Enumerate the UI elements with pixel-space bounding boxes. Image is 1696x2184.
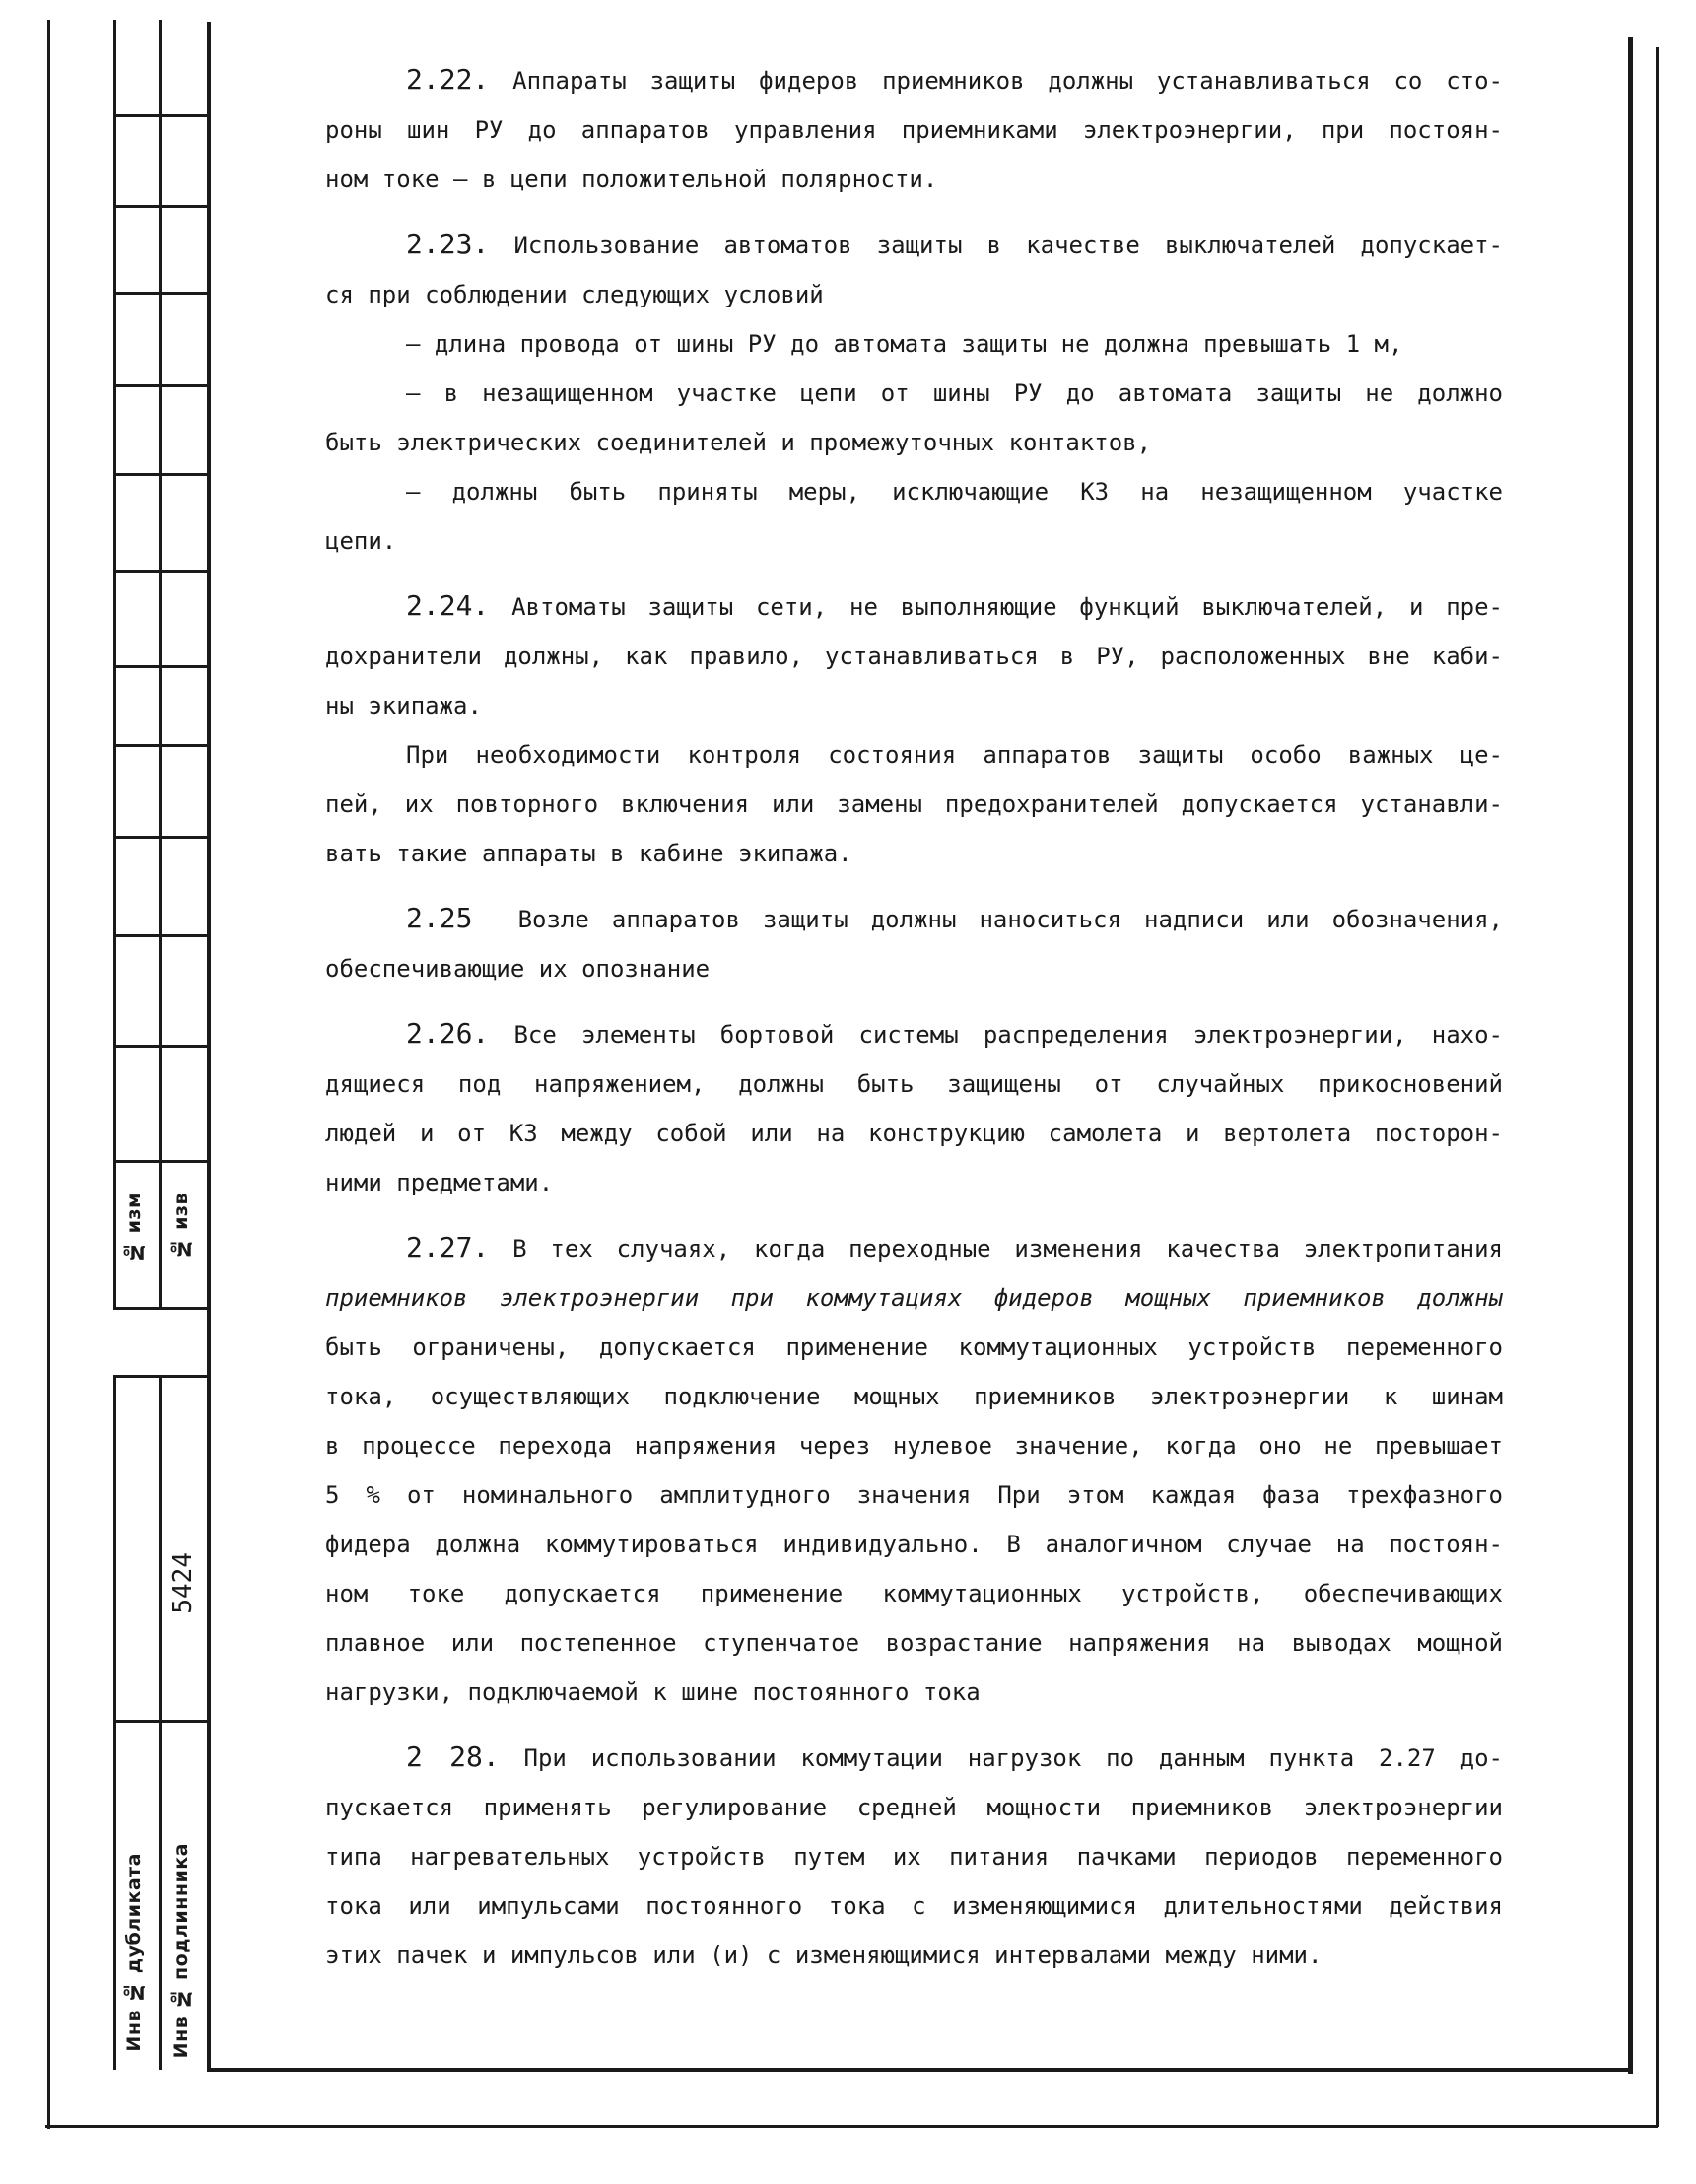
frame-left-inner-line — [207, 22, 211, 2070]
text-line: пей, их повторного включения или замены предохранителей допускается устанавли- — [325, 790, 1503, 818]
paragraph-2-26 — [325, 1009, 1503, 1207]
text-line-content: При использовании коммутации нагрузок по данным пункта 2.27 до- — [523, 1744, 1503, 1772]
text-line: ся при соблюдении следующих условий — [325, 281, 824, 308]
stamp-row-line — [113, 114, 207, 117]
frame-bottom-inner-line — [207, 2068, 1633, 2072]
paragraph-2-27 — [325, 1223, 1503, 1717]
text-line: тока, осуществляющих подключение мощных приемников электроэнергии к шинам — [325, 1383, 1503, 1410]
text-line: фидера должна коммутироваться индивидуально. В аналогичном случае на постоян- — [325, 1531, 1503, 1558]
text-line — [325, 55, 1503, 105]
text-line: цепи. — [325, 527, 397, 555]
margin-stamp-table — [113, 20, 207, 2072]
paragraph-number: 2.24. — [406, 589, 490, 622]
text-line: ны экипажа. — [325, 692, 482, 719]
stamp-row-line — [113, 292, 207, 295]
text-line: ними предметами. — [325, 1169, 554, 1196]
paragraph-number: 2.26. — [406, 1017, 490, 1050]
text-line-content: В тех случаях, когда переходные изменения качества электропитания — [512, 1235, 1504, 1263]
text-line — [325, 1223, 1503, 1273]
paragraph-2-23-item-c — [325, 467, 1503, 566]
text-line: плавное или постепенное ступенчатое возрастание напряжения на выводах мощной — [325, 1629, 1503, 1657]
text-line-content: Возле аппаратов защиты должны наноситься надписи или обозначения, — [517, 906, 1504, 933]
stamp-row-line — [113, 205, 207, 208]
text-line-content: Аппараты защиты фидеров приемников должны устанавливаться со сто- — [512, 67, 1504, 95]
paragraph-2-22 — [325, 55, 1503, 204]
paragraph-number: 2.27. — [406, 1231, 490, 1263]
frame-left-outer-line — [47, 20, 50, 2129]
stamp-row-line — [113, 570, 207, 573]
stamp-duplicate-label: Инв № дубликата — [123, 1853, 145, 2052]
paragraph-number: 2.23. — [406, 228, 490, 260]
stamp-row-line — [113, 836, 207, 839]
text-line: ном токе допускается применение коммутационных устройств, обеспечивающих — [325, 1580, 1503, 1607]
paragraph-2-23-item-b — [325, 369, 1503, 467]
stamp-row-line — [113, 744, 207, 747]
stamp-row-line — [113, 1160, 207, 1163]
paragraph-2-24-continued — [325, 730, 1503, 878]
stamp-column-line — [113, 20, 116, 1309]
text-line — [325, 581, 1503, 632]
text-line — [325, 220, 1503, 270]
text-line-content: Автоматы защиты сети, не выполняющие функций выключателей, и пре- — [511, 593, 1504, 621]
text-line: ном токе – в цепи положительной полярности. — [325, 166, 938, 193]
text-line — [325, 1733, 1503, 1783]
text-line: этих пачек и импульсов или (и) с изменяющимися интервалами между ними. — [325, 1942, 1323, 1969]
text-line: вать такие аппараты в кабине экипажа. — [325, 840, 852, 867]
text-line: людей и от КЗ между собой или на конструкцию самолета и вертолета посторон- — [325, 1120, 1503, 1147]
text-line: роны шин РУ до аппаратов управления приемниками электроэнергии, при постоян- — [325, 116, 1503, 144]
text-line — [325, 894, 1503, 944]
paragraph-2-25 — [325, 894, 1503, 993]
text-line: тока или импульсами постоянного тока с изменяющимися длительностями действия — [325, 1892, 1503, 1920]
text-line: 5 % от номинального амплитудного значения При этом каждая фаза трехфазного — [325, 1481, 1503, 1509]
paragraph-2-23-item-a — [325, 319, 1503, 369]
document-body — [325, 55, 1503, 1980]
paragraph-number: 2.25 — [406, 902, 473, 934]
text-line: приемников электроэнергии при коммутациях фидеров мощных приемников должны — [325, 1284, 1503, 1312]
stamp-izv-label: № изв — [170, 1193, 192, 1260]
stamp-row-line — [113, 1720, 207, 1723]
frame-bottom-outer-line — [45, 2125, 1658, 2128]
text-line-content: Использование автоматов защиты в качестве выключателей допускает- — [513, 232, 1503, 259]
text-line: При необходимости контроля состояния аппаратов защиты особо важных це- — [406, 741, 1503, 769]
text-line: быть ограничены, допускается применение коммутационных устройств переменного — [325, 1333, 1503, 1361]
frame-right-outer-line — [1656, 47, 1659, 2127]
stamp-row-line — [113, 665, 207, 668]
stamp-izm-label: № изм — [123, 1193, 145, 1263]
text-line — [325, 1009, 1503, 1059]
stamp-row-line — [113, 1307, 207, 1310]
stamp-row-line — [113, 384, 207, 387]
text-line: – длина провода от шины РУ до автомата защиты не должна превышать 1 м, — [406, 330, 1403, 358]
text-line: пускается применять регулирование средней мощности приемников электроэнергии — [325, 1794, 1503, 1821]
paragraph-number: 2 28. — [406, 1740, 500, 1773]
text-line: типа нагревательных устройств путем их питания пачками периодов переменного — [325, 1843, 1503, 1871]
stamp-column-line — [159, 20, 162, 1309]
text-line: дящиеся под напряжением, должны быть защищены от случайных прикосновений — [325, 1070, 1503, 1098]
text-line-content: Все элементы бортовой системы распределения электроэнергии, нахо- — [513, 1021, 1503, 1049]
text-line: дохранители должны, как правило, устанавливаться в РУ, расположенных вне каби- — [325, 643, 1503, 670]
stamp-original-label: Инв № подлинника — [170, 1843, 192, 2059]
stamp-row-line — [113, 934, 207, 937]
paragraph-2-28 — [325, 1733, 1503, 1980]
paragraph-number: 2.22. — [406, 63, 490, 96]
stamp-original-number: 5424 — [169, 1552, 198, 1614]
frame-right-inner-line — [1628, 37, 1633, 2074]
text-line: быть электрических соединителей и промежуточных контактов, — [325, 429, 1152, 456]
text-line: обеспечивающие их опознание — [325, 955, 711, 983]
stamp-row-line — [113, 1375, 207, 1378]
stamp-row-line — [113, 1045, 207, 1048]
text-line: нагрузки, подключаемой к шине постоянного тока — [325, 1678, 981, 1706]
stamp-row-line — [113, 473, 207, 476]
paragraph-2-24 — [325, 581, 1503, 730]
paragraph-2-23 — [325, 220, 1503, 319]
text-line: – в незащищенном участке цепи от шины РУ до автомата защиты не должно — [406, 379, 1503, 407]
text-line: – должны быть приняты меры, исключающие КЗ на незащищенном участке — [406, 478, 1503, 506]
text-line: в процессе перехода напряжения через нулевое значение, когда оно не превышает — [325, 1432, 1503, 1460]
